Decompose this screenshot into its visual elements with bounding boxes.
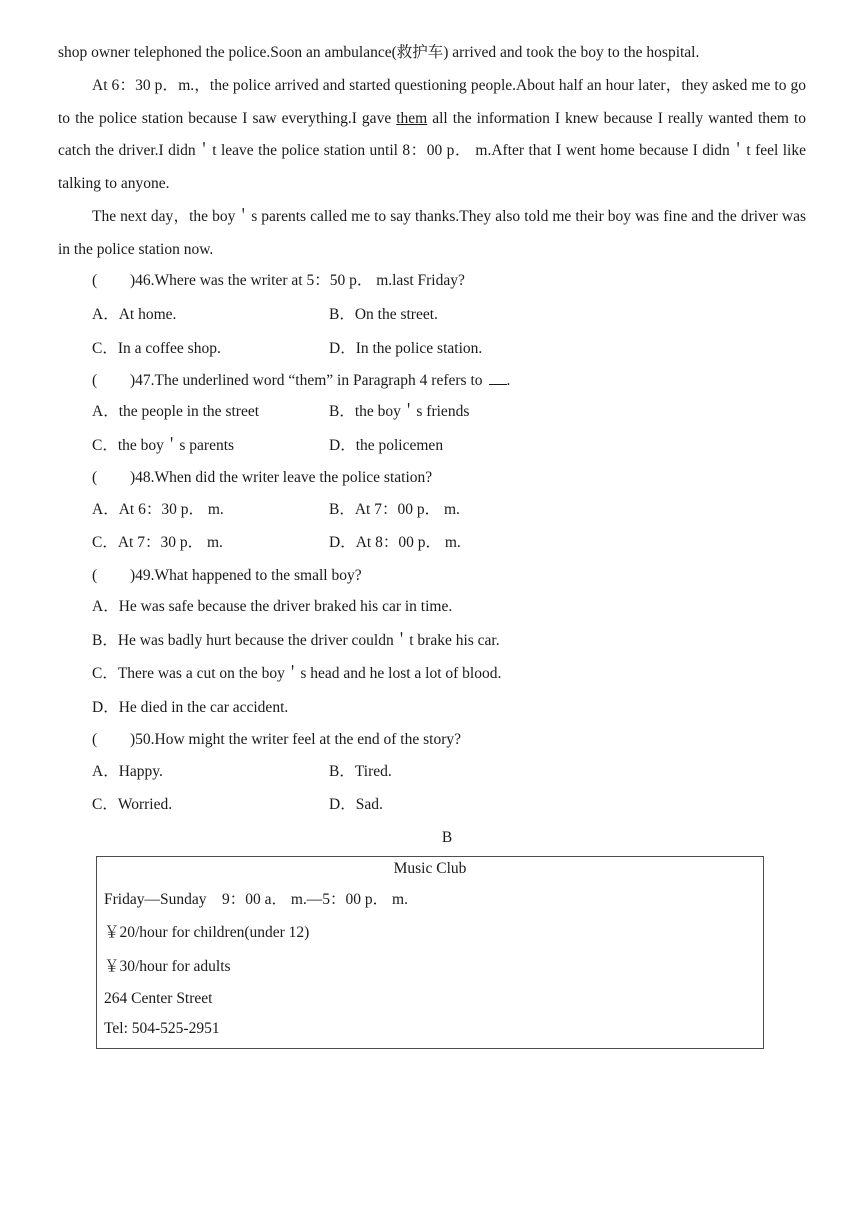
music-club-notice: [96, 856, 764, 1049]
question-48-option-c[interactable]: C．At 7：30 p． m.: [92, 534, 223, 551]
question-50-option-d[interactable]: D．Sad.: [329, 796, 383, 813]
question-49-option-b[interactable]: B．He was badly hurt because the driver couldn＇t brake his car.: [92, 632, 500, 649]
question-47-stem: [92, 371, 510, 391]
question-49-option-d[interactable]: D．He died in the car accident.: [92, 699, 289, 716]
question-47-option-b[interactable]: B．the boy＇s friends: [329, 403, 470, 420]
question-48-stem: [92, 468, 432, 488]
paragraph-4-text-a: At 6：30 p．m.，the police arrived and started questioning people.About half an hour later，they asked me to go to the police station because I saw everything.I gave: [58, 77, 806, 127]
question-46-option-c[interactable]: C．In a coffee shop.: [92, 340, 221, 357]
question-47-option-a[interactable]: A．the people in the street: [92, 403, 260, 420]
section-b-label: B: [441, 829, 453, 846]
question-text: )50.How might the writer feel at the end of the story?: [130, 731, 461, 748]
notice-tel: Tel: 504-525-2951: [104, 1020, 220, 1037]
underlined-word-them: them: [396, 109, 428, 127]
question-49-stem: [92, 566, 362, 586]
question-50-stem: [92, 730, 461, 750]
question-text: )47.The underlined word “them” in Paragraph 4 refers to: [130, 372, 483, 389]
answer-paren[interactable]: (: [92, 567, 98, 584]
question-48-option-a[interactable]: A．At 6：30 p． m.: [92, 501, 224, 518]
question-47-option-d[interactable]: D．the policemen: [329, 437, 444, 454]
question-47-option-c[interactable]: C．the boy＇s parents: [92, 437, 235, 454]
passage-paragraph-end: shop owner telephoned the police.Soon an ambulance(救护车) arrived and took the boy to the hospital.: [58, 44, 700, 61]
question-49-option-a[interactable]: A．He was safe because the driver braked his car in time.: [92, 598, 453, 615]
answer-blank[interactable]: [489, 371, 507, 385]
question-46-option-a[interactable]: A．At home.: [92, 306, 177, 323]
question-49-option-c[interactable]: C．There was a cut on the boy＇s head and he lost a lot of blood.: [92, 665, 502, 682]
passage-paragraph-5: The next day，the boy＇s parents called me to say thanks.They also told me their boy was fine and the driver was in the police station now.: [58, 208, 806, 258]
answer-paren[interactable]: (: [92, 372, 98, 389]
question-46-option-d[interactable]: D．In the police station.: [329, 340, 483, 357]
question-50-option-a[interactable]: A．Happy.: [92, 763, 163, 780]
notice-children-price: ￥20/hour for children(under 12): [104, 924, 310, 941]
question-text: )46.Where was the writer at 5：50 p． m.last Friday?: [130, 272, 465, 289]
notice-title: Music Club: [393, 860, 467, 877]
notice-hours: Friday—Sunday 9：00 a． m.—5：00 p． m.: [104, 891, 408, 908]
notice-adult-price: ￥30/hour for adults: [104, 958, 231, 975]
question-text: )48.When did the writer leave the police station?: [130, 469, 433, 486]
paragraph-4-text-b: all the information I knew because I really wanted them to catch the driver.I didn＇t leave the police station until 8：00 p． m.After that I went home because I didn＇t feel like talking to anyone.: [58, 109, 807, 192]
question-end: .: [506, 372, 511, 389]
question-46-option-b[interactable]: B．On the street.: [329, 306, 438, 323]
answer-paren[interactable]: (: [92, 469, 98, 486]
question-50-option-b[interactable]: B．Tired.: [329, 763, 392, 780]
question-50-option-c[interactable]: C．Worried.: [92, 796, 173, 813]
passage-paragraph-4: [58, 70, 806, 200]
answer-paren[interactable]: (: [92, 272, 98, 289]
question-48-option-d[interactable]: D．At 8：00 p． m.: [329, 534, 461, 551]
answer-paren[interactable]: (: [92, 731, 98, 748]
notice-address: 264 Center Street: [104, 990, 213, 1007]
question-46-stem: [92, 271, 465, 291]
question-text: )49.What happened to the small boy?: [130, 567, 362, 584]
question-48-option-b[interactable]: B．At 7：00 p． m.: [329, 501, 460, 518]
